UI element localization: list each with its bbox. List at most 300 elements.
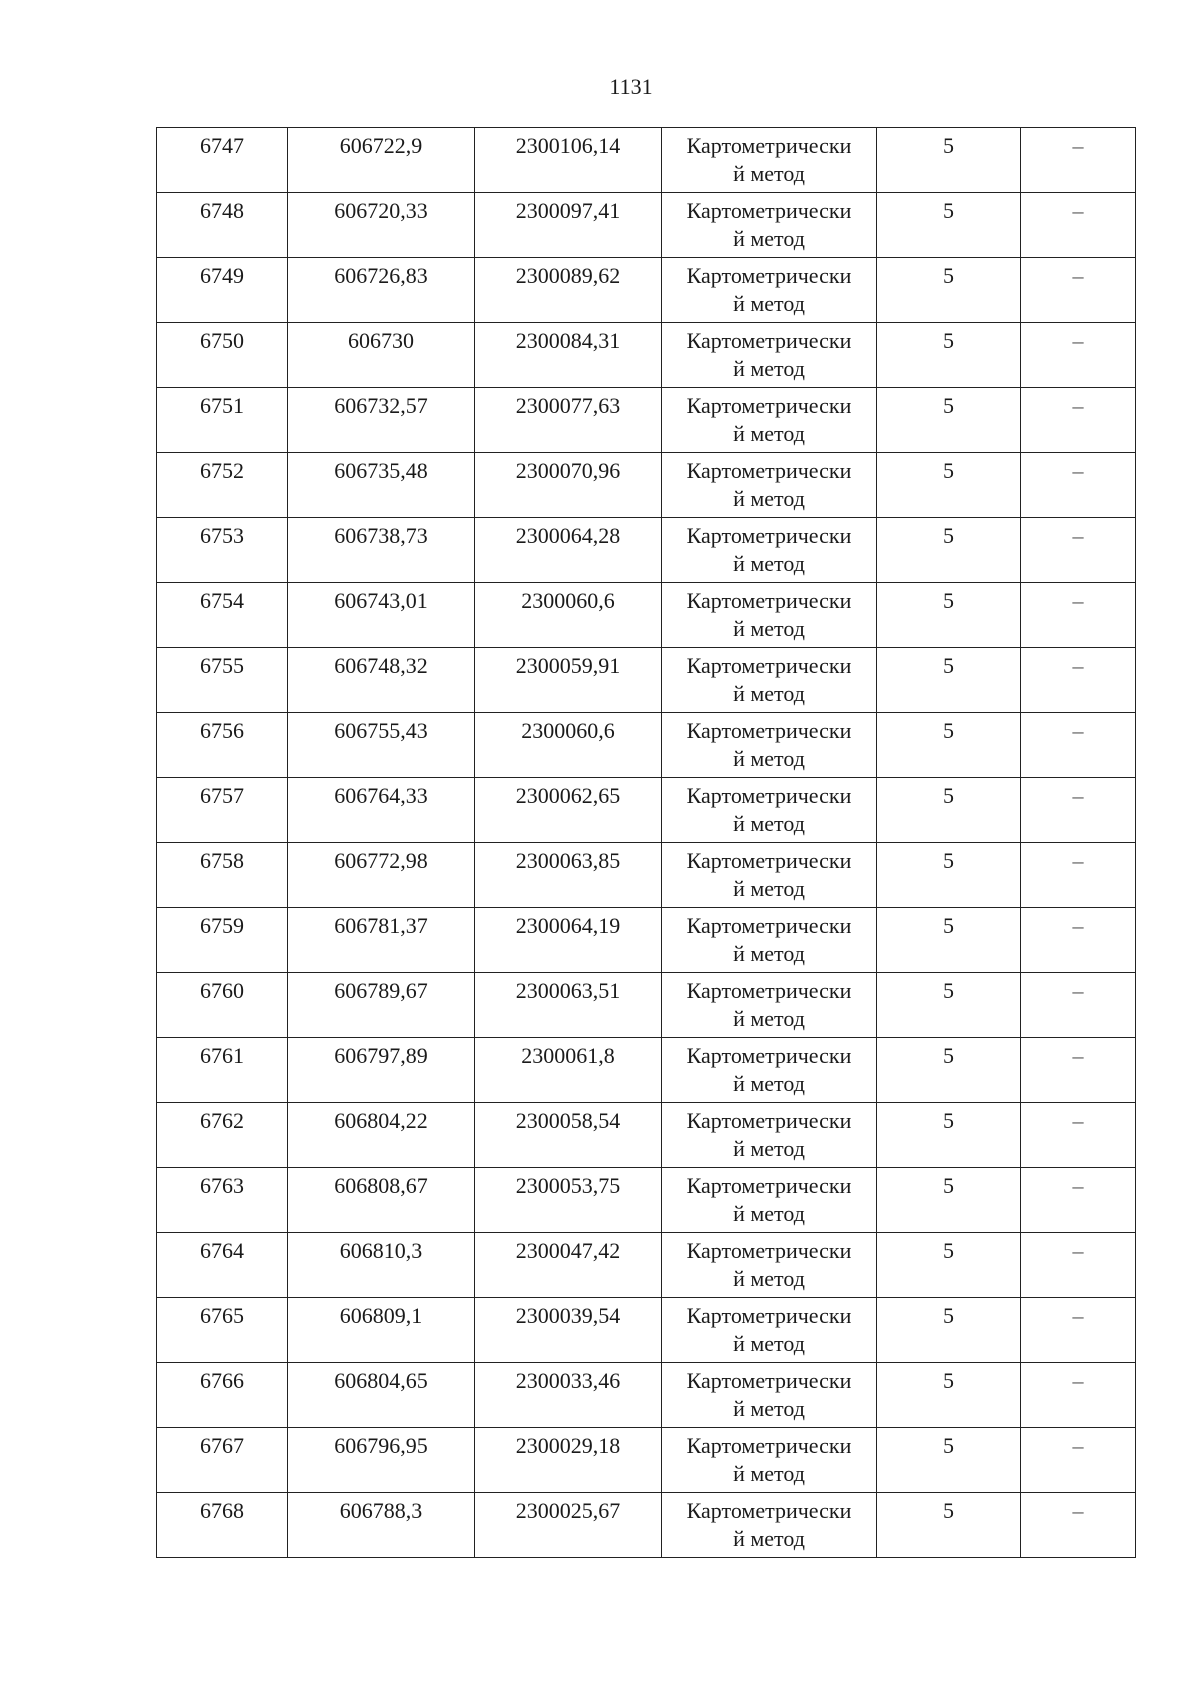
method-cell [662,1233,877,1298]
y-coordinate-cell [475,388,662,453]
accuracy-cell [877,128,1021,193]
accuracy-cell [877,258,1021,323]
method-cell [662,193,877,258]
method-line-1: Картометрически [686,1303,852,1328]
x-coordinate-cell [288,1103,475,1168]
description-cell-text: – [1072,1498,1084,1523]
method-cell [662,973,877,1038]
description-cell [1021,128,1136,193]
y-coordinate-cell-text: 2300106,14 [515,133,621,158]
point-number-cell [157,193,288,258]
x-coordinate-cell [288,1038,475,1103]
x-coordinate-cell [288,388,475,453]
accuracy-cell-text: 5 [943,1368,954,1393]
point-number-cell [157,1168,288,1233]
description-cell [1021,388,1136,453]
table-row [157,583,1136,648]
table-row [157,1168,1136,1233]
x-coordinate-cell-text: 606764,33 [334,783,428,808]
point-number-cell [157,1428,288,1493]
y-coordinate-cell [475,193,662,258]
y-coordinate-cell-text: 2300064,19 [515,913,621,938]
description-cell [1021,908,1136,973]
y-coordinate-cell [475,1103,662,1168]
point-number-cell [157,1298,288,1363]
point-number-cell-text: 6757 [200,783,244,808]
method-line-1: Картометрически [686,523,852,548]
method-cell [662,388,877,453]
x-coordinate-cell-text: 606804,22 [334,1108,428,1133]
method-line-1: Картометрически [686,458,852,483]
method-line-2: й метод [733,1266,805,1291]
y-coordinate-cell [475,1038,662,1103]
point-number-cell [157,128,288,193]
table-row [157,1363,1136,1428]
y-coordinate-cell [475,973,662,1038]
description-cell [1021,193,1136,258]
method-line-2: й метод [733,356,805,381]
point-number-cell [157,1363,288,1428]
accuracy-cell [877,1038,1021,1103]
method-line-2: й метод [733,1201,805,1226]
point-number-cell [157,388,288,453]
description-cell-text: – [1072,978,1084,1003]
accuracy-cell [877,193,1021,258]
y-coordinate-cell-text: 2300033,46 [515,1368,621,1393]
table-row [157,453,1136,518]
method-line-2: й метод [733,226,805,251]
point-number-cell-text: 6767 [200,1433,244,1458]
method-cell [662,1103,877,1168]
method-cell [662,128,877,193]
method-cell [662,518,877,583]
accuracy-cell-text: 5 [943,263,954,288]
accuracy-cell-text: 5 [943,913,954,938]
x-coordinate-cell-text: 606796,95 [334,1433,428,1458]
x-coordinate-cell [288,258,475,323]
point-number-cell-text: 6759 [200,913,244,938]
description-cell-text: – [1072,718,1084,743]
point-number-cell-text: 6758 [200,848,244,873]
y-coordinate-cell-text: 2300058,54 [515,1108,621,1133]
description-cell [1021,583,1136,648]
description-cell [1021,843,1136,908]
table-row [157,518,1136,583]
y-coordinate-cell [475,1363,662,1428]
method-line-1: Картометрически [686,1238,852,1263]
x-coordinate-cell-text: 606809,1 [339,1303,423,1328]
method-cell [662,713,877,778]
y-coordinate-cell-text: 2300025,67 [515,1498,621,1523]
accuracy-cell-text: 5 [943,1498,954,1523]
x-coordinate-cell-text: 606722,9 [339,133,423,158]
y-coordinate-cell-text: 2300039,54 [515,1303,621,1328]
accuracy-cell-text: 5 [943,133,954,158]
point-number-cell [157,713,288,778]
accuracy-cell [877,973,1021,1038]
table-row [157,128,1136,193]
y-coordinate-cell-text: 2300029,18 [515,1433,621,1458]
accuracy-cell-text: 5 [943,978,954,1003]
accuracy-cell [877,908,1021,973]
y-coordinate-cell [475,453,662,518]
point-number-cell-text: 6751 [200,393,244,418]
accuracy-cell-text: 5 [943,1108,954,1133]
y-coordinate-cell-text: 2300061,8 [521,1043,615,1068]
method-line-2: й метод [733,941,805,966]
point-number-cell-text: 6761 [200,1043,244,1068]
x-coordinate-cell [288,973,475,1038]
method-line-1: Картометрически [686,1043,852,1068]
accuracy-cell [877,1233,1021,1298]
y-coordinate-cell-text: 2300063,85 [515,848,621,873]
description-cell-text: – [1072,1043,1084,1068]
accuracy-cell [877,778,1021,843]
method-line-2: й метод [733,1006,805,1031]
table-row [157,778,1136,843]
method-line-2: й метод [733,616,805,641]
x-coordinate-cell [288,518,475,583]
accuracy-cell-text: 5 [943,393,954,418]
y-coordinate-cell-text: 2300084,31 [515,328,621,353]
method-cell [662,1298,877,1363]
point-number-cell-text: 6752 [200,458,244,483]
description-cell-text: – [1072,1108,1084,1133]
point-number-cell-text: 6753 [200,523,244,548]
description-cell-text: – [1072,1433,1084,1458]
method-line-2: й метод [733,1461,805,1486]
x-coordinate-cell-text: 606804,65 [334,1368,428,1393]
accuracy-cell-text: 5 [943,1303,954,1328]
description-cell [1021,518,1136,583]
x-coordinate-cell-text: 606735,48 [334,458,428,483]
description-cell-text: – [1072,263,1084,288]
method-line-2: й метод [733,876,805,901]
point-number-cell-text: 6765 [200,1303,244,1328]
x-coordinate-cell [288,908,475,973]
description-cell [1021,1493,1136,1558]
accuracy-cell-text: 5 [943,198,954,223]
x-coordinate-cell [288,843,475,908]
description-cell [1021,453,1136,518]
y-coordinate-cell-text: 2300062,65 [515,783,621,808]
coordinates-table [156,127,1136,1558]
description-cell [1021,1363,1136,1428]
table-row [157,1233,1136,1298]
y-coordinate-cell [475,258,662,323]
point-number-cell-text: 6764 [200,1238,244,1263]
description-cell-text: – [1072,783,1084,808]
description-cell-text: – [1072,458,1084,483]
method-line-1: Картометрически [686,328,852,353]
x-coordinate-cell-text: 606788,3 [339,1498,423,1523]
point-number-cell-text: 6762 [200,1108,244,1133]
method-cell [662,323,877,388]
accuracy-cell-text: 5 [943,458,954,483]
x-coordinate-cell [288,453,475,518]
accuracy-cell-text: 5 [943,718,954,743]
method-line-2: й метод [733,811,805,836]
description-cell [1021,258,1136,323]
point-number-cell-text: 6763 [200,1173,244,1198]
method-cell [662,648,877,713]
x-coordinate-cell-text: 606789,67 [334,978,428,1003]
method-line-1: Картометрически [686,133,852,158]
method-line-1: Картометрически [686,198,852,223]
point-number-cell [157,583,288,648]
y-coordinate-cell-text: 2300060,6 [521,588,615,613]
description-cell-text: – [1072,393,1084,418]
method-line-2: й метод [733,1136,805,1161]
description-cell-text: – [1072,198,1084,223]
x-coordinate-cell [288,1363,475,1428]
description-cell [1021,323,1136,388]
x-coordinate-cell-text: 606808,67 [334,1173,428,1198]
table-row [157,388,1136,453]
y-coordinate-cell-text: 2300047,42 [515,1238,621,1263]
y-coordinate-cell [475,1298,662,1363]
description-cell [1021,778,1136,843]
table-row [157,1103,1136,1168]
method-line-2: й метод [733,161,805,186]
y-coordinate-cell [475,128,662,193]
method-line-1: Картометрически [686,978,852,1003]
description-cell [1021,713,1136,778]
accuracy-cell-text: 5 [943,783,954,808]
y-coordinate-cell [475,778,662,843]
y-coordinate-cell [475,843,662,908]
point-number-cell-text: 6755 [200,653,244,678]
y-coordinate-cell [475,323,662,388]
method-cell [662,583,877,648]
x-coordinate-cell-text: 606726,83 [334,263,428,288]
accuracy-cell [877,1103,1021,1168]
y-coordinate-cell-text: 2300063,51 [515,978,621,1003]
x-coordinate-cell-text: 606748,32 [334,653,428,678]
y-coordinate-cell [475,1493,662,1558]
method-line-2: й метод [733,1071,805,1096]
point-number-cell-text: 6760 [200,978,244,1003]
point-number-cell [157,778,288,843]
y-coordinate-cell-text: 2300060,6 [521,718,615,743]
point-number-cell-text: 6750 [200,328,244,353]
description-cell [1021,1168,1136,1233]
accuracy-cell-text: 5 [943,523,954,548]
table-row [157,1493,1136,1558]
method-cell [662,1168,877,1233]
accuracy-cell [877,388,1021,453]
method-cell [662,908,877,973]
accuracy-cell [877,323,1021,388]
page-number: 1131 [609,74,653,99]
description-cell-text: – [1072,328,1084,353]
y-coordinate-cell [475,1233,662,1298]
method-line-2: й метод [733,1396,805,1421]
point-number-cell [157,518,288,583]
table-row [157,1428,1136,1493]
method-cell [662,1493,877,1558]
accuracy-cell [877,518,1021,583]
description-cell [1021,648,1136,713]
table-row [157,973,1136,1038]
method-line-1: Картометрически [686,848,852,873]
accuracy-cell [877,1168,1021,1233]
accuracy-cell [877,1428,1021,1493]
description-cell [1021,973,1136,1038]
method-line-1: Картометрически [686,1173,852,1198]
accuracy-cell [877,453,1021,518]
table-row [157,1298,1136,1363]
y-coordinate-cell-text: 2300064,28 [515,523,621,548]
x-coordinate-cell-text: 606772,98 [334,848,428,873]
x-coordinate-cell [288,1298,475,1363]
method-line-2: й метод [733,291,805,316]
y-coordinate-cell [475,518,662,583]
y-coordinate-cell-text: 2300089,62 [515,263,621,288]
y-coordinate-cell [475,648,662,713]
table-row [157,1038,1136,1103]
method-line-1: Картометрически [686,263,852,288]
y-coordinate-cell-text: 2300097,41 [515,198,621,223]
method-line-1: Картометрически [686,783,852,808]
description-cell [1021,1298,1136,1363]
method-line-2: й метод [733,486,805,511]
x-coordinate-cell-text: 606732,57 [334,393,428,418]
description-cell-text: – [1072,848,1084,873]
x-coordinate-cell-text: 606810,3 [339,1238,423,1263]
point-number-cell [157,908,288,973]
method-line-1: Картометрически [686,653,852,678]
x-coordinate-cell-text: 606738,73 [334,523,428,548]
x-coordinate-cell [288,193,475,258]
point-number-cell-text: 6754 [200,588,244,613]
method-line-1: Картометрически [686,1368,852,1393]
accuracy-cell-text: 5 [943,1173,954,1198]
x-coordinate-cell [288,1233,475,1298]
point-number-cell [157,453,288,518]
point-number-cell-text: 6749 [200,263,244,288]
accuracy-cell [877,843,1021,908]
table-row [157,908,1136,973]
description-cell-text: – [1072,588,1084,613]
method-line-1: Картометрически [686,1498,852,1523]
table-row [157,193,1136,258]
y-coordinate-cell [475,1428,662,1493]
x-coordinate-cell [288,713,475,778]
y-coordinate-cell [475,908,662,973]
point-number-cell-text: 6748 [200,198,244,223]
x-coordinate-cell-text: 606730 [348,328,414,353]
method-line-1: Картометрически [686,718,852,743]
x-coordinate-cell-text: 606781,37 [334,913,428,938]
table-row [157,648,1136,713]
method-line-1: Картометрически [686,393,852,418]
table-row [157,843,1136,908]
point-number-cell [157,258,288,323]
y-coordinate-cell-text: 2300059,91 [515,653,621,678]
x-coordinate-cell [288,648,475,713]
point-number-cell [157,648,288,713]
x-coordinate-cell [288,778,475,843]
description-cell-text: – [1072,1303,1084,1328]
description-cell-text: – [1072,133,1084,158]
x-coordinate-cell [288,1428,475,1493]
point-number-cell-text: 6766 [200,1368,244,1393]
accuracy-cell [877,1298,1021,1363]
x-coordinate-cell [288,1168,475,1233]
accuracy-cell-text: 5 [943,848,954,873]
method-line-2: й метод [733,1331,805,1356]
method-line-1: Картометрически [686,1433,852,1458]
description-cell-text: – [1072,523,1084,548]
accuracy-cell [877,1363,1021,1428]
description-cell-text: – [1072,913,1084,938]
description-cell [1021,1233,1136,1298]
point-number-cell [157,973,288,1038]
point-number-cell [157,1493,288,1558]
x-coordinate-cell-text: 606755,43 [334,718,428,743]
accuracy-cell [877,1493,1021,1558]
accuracy-cell [877,648,1021,713]
point-number-cell [157,843,288,908]
description-cell-text: – [1072,1238,1084,1263]
accuracy-cell-text: 5 [943,1043,954,1068]
description-cell-text: – [1072,1368,1084,1393]
y-coordinate-cell [475,583,662,648]
description-cell [1021,1428,1136,1493]
description-cell-text: – [1072,653,1084,678]
accuracy-cell-text: 5 [943,328,954,353]
x-coordinate-cell-text: 606720,33 [334,198,428,223]
method-cell [662,258,877,323]
description-cell-text: – [1072,1173,1084,1198]
x-coordinate-cell [288,323,475,388]
x-coordinate-cell [288,1493,475,1558]
table-row [157,713,1136,778]
method-cell [662,778,877,843]
description-cell [1021,1038,1136,1103]
y-coordinate-cell [475,713,662,778]
method-line-2: й метод [733,746,805,771]
y-coordinate-cell-text: 2300070,96 [515,458,621,483]
method-cell [662,1038,877,1103]
point-number-cell-text: 6756 [200,718,244,743]
method-cell [662,1428,877,1493]
point-number-cell [157,1038,288,1103]
table-row [157,258,1136,323]
x-coordinate-cell-text: 606797,89 [334,1043,428,1068]
method-line-2: й метод [733,1526,805,1551]
method-cell [662,843,877,908]
x-coordinate-cell-text: 606743,01 [334,588,428,613]
accuracy-cell-text: 5 [943,588,954,613]
method-cell [662,453,877,518]
point-number-cell [157,1233,288,1298]
point-number-cell-text: 6747 [200,133,244,158]
y-coordinate-cell-text: 2300053,75 [515,1173,621,1198]
x-coordinate-cell [288,128,475,193]
method-line-2: й метод [733,681,805,706]
method-line-2: й метод [733,421,805,446]
method-line-2: й метод [733,551,805,576]
y-coordinate-cell-text: 2300077,63 [515,393,621,418]
accuracy-cell-text: 5 [943,1238,954,1263]
table-row [157,323,1136,388]
accuracy-cell-text: 5 [943,653,954,678]
point-number-cell [157,323,288,388]
point-number-cell [157,1103,288,1168]
method-cell [662,1363,877,1428]
